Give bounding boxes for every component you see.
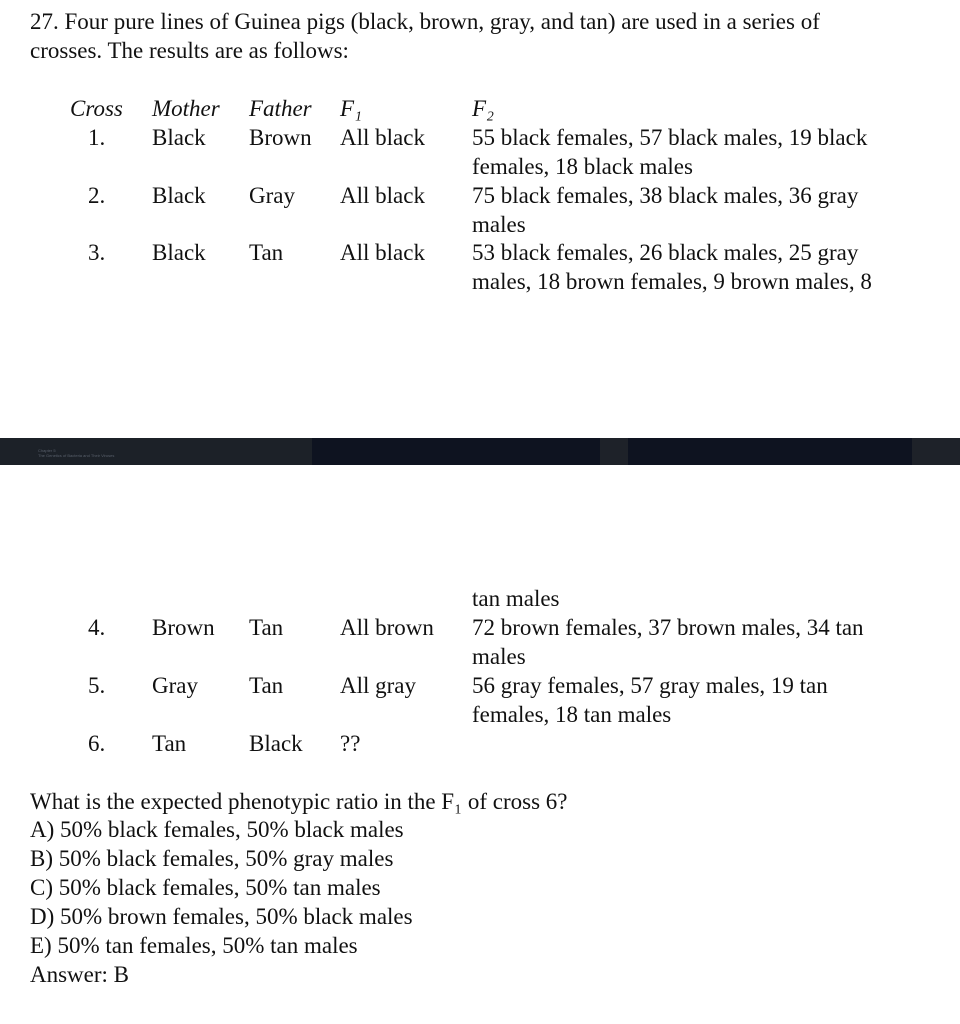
f2-continued-line: tan males xyxy=(472,586,560,611)
divider-segment xyxy=(912,438,960,465)
father-phenotype: Gray xyxy=(249,183,295,208)
header-cross: Cross xyxy=(70,96,123,121)
header-mother: Mother xyxy=(152,96,220,121)
divider-caption-line-2: The Genetics of Bacteria and Their Viruses xyxy=(38,453,115,458)
mother-phenotype: Black xyxy=(152,125,206,150)
divider-segment xyxy=(600,438,628,465)
father-phenotype: Tan xyxy=(249,615,284,640)
f2-result-line: females, 18 tan males xyxy=(472,702,672,727)
choice-d: D) 50% brown females, 50% black males xyxy=(30,904,413,929)
father-phenotype: Black xyxy=(249,731,303,756)
f2-result-line: males, 18 brown females, 9 brown males, 8 xyxy=(472,269,872,294)
f1-result: ?? xyxy=(340,731,361,756)
f2-result-line: 56 gray females, 57 gray males, 19 tan xyxy=(472,673,828,698)
f1-result: All brown xyxy=(340,615,434,640)
cross-number: 3. xyxy=(88,240,106,265)
question-prompt: What is the expected phenotypic ratio in the F₁ of cross 6? xyxy=(30,789,568,814)
f2-result-line: 53 black females, 26 black males, 25 gray xyxy=(472,240,859,265)
question-line-1: 27. Four pure lines of Guinea pigs (black, brown, gray, and tan) are used in a series of xyxy=(30,9,820,34)
f1-result: All gray xyxy=(340,673,417,698)
cross-number: 1. xyxy=(88,125,106,150)
cross-number: 5. xyxy=(88,673,106,698)
divider-segment xyxy=(312,438,600,465)
divider-caption xyxy=(38,448,114,458)
f2-result-line: females, 18 black males xyxy=(472,154,693,179)
mother-phenotype: Tan xyxy=(152,731,187,756)
top-page-section xyxy=(0,0,960,438)
mother-phenotype: Black xyxy=(152,183,206,208)
question-line-2: crosses. The results are as follows: xyxy=(30,38,349,63)
f2-result-line: 75 black females, 38 black males, 36 gray xyxy=(472,183,859,208)
answer-key: Answer: B xyxy=(30,962,130,987)
page-divider-bar xyxy=(0,438,960,465)
divider-segment xyxy=(628,438,912,465)
father-phenotype: Brown xyxy=(249,125,312,150)
f2-result-line: 72 brown females, 37 brown males, 34 tan xyxy=(472,615,864,640)
choice-c: C) 50% black females, 50% tan males xyxy=(30,875,381,900)
f1-result: All black xyxy=(340,183,425,208)
mother-phenotype: Gray xyxy=(152,673,198,698)
f1-result: All black xyxy=(340,240,425,265)
f1-result: All black xyxy=(340,125,425,150)
header-f1: F₁ xyxy=(340,96,363,121)
f2-result-line: 55 black females, 57 black males, 19 black xyxy=(472,125,868,150)
cross-number: 4. xyxy=(88,615,106,640)
father-phenotype: Tan xyxy=(249,240,284,265)
header-father: Father xyxy=(249,96,312,121)
choice-e: E) 50% tan females, 50% tan males xyxy=(30,933,358,958)
father-phenotype: Tan xyxy=(249,673,284,698)
cross-number: 6. xyxy=(88,731,106,756)
choice-a: A) 50% black females, 50% black males xyxy=(30,817,404,842)
f2-result-line: males xyxy=(472,212,526,237)
header-f2: F₂ xyxy=(472,96,495,121)
f2-result-line: males xyxy=(472,644,526,669)
cross-number: 2. xyxy=(88,183,106,208)
mother-phenotype: Black xyxy=(152,240,206,265)
divider-caption-line-1: Chapter 5 xyxy=(38,448,56,453)
mother-phenotype: Brown xyxy=(152,615,215,640)
choice-b: B) 50% black females, 50% gray males xyxy=(30,846,394,871)
